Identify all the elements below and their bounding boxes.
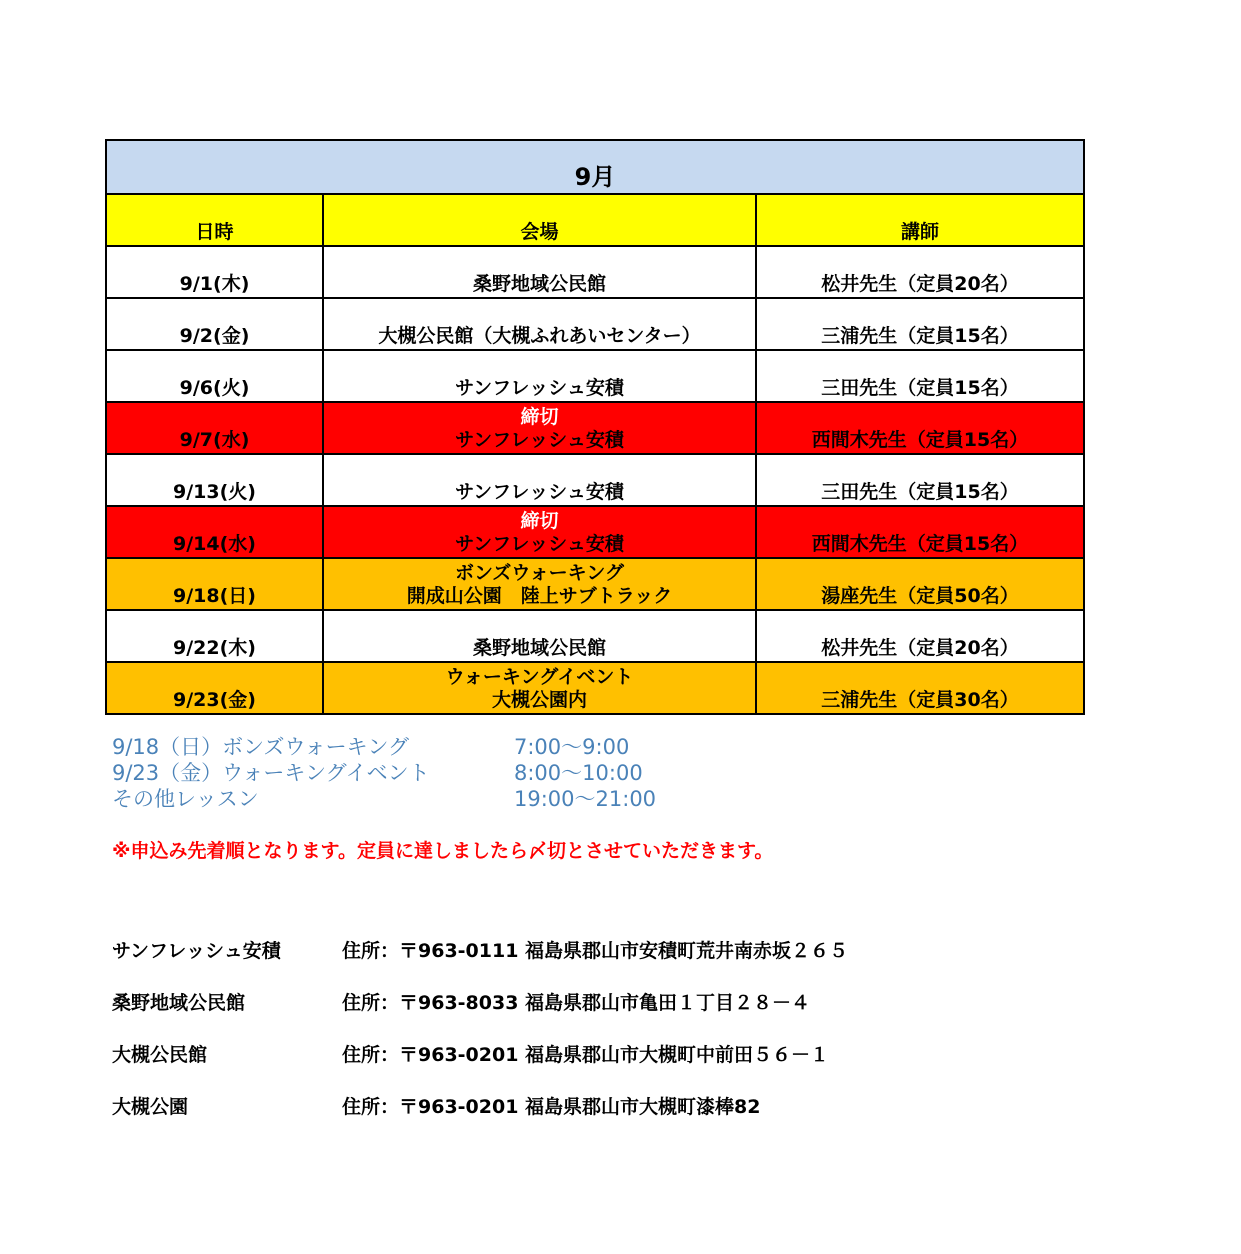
schedule-date: 9/1(木) — [106, 246, 323, 298]
address-text: 住所：〒963-0111 福島県郡山市安積町荒井南赤坂２６５ — [342, 940, 849, 962]
header-row — [106, 194, 1084, 246]
venue-line: サンフレッシュ安積 — [455, 429, 624, 451]
schedule-date: 9/6(火) — [106, 350, 323, 402]
schedule-instructor: 湯座先生（定員50名） — [756, 558, 1084, 610]
venue-line: ボンズウォーキング — [454, 562, 625, 584]
venue-line: サンフレッシュ安積 — [455, 377, 624, 399]
schedule-date: 9/14(水) — [106, 506, 323, 558]
address-venue-name: 桑野地域公民館 — [112, 992, 246, 1014]
time-value: 7:00～9:00 — [514, 735, 630, 759]
schedule-row — [106, 454, 1084, 506]
closed-note: 締切 — [520, 510, 559, 532]
time-value: 8:00～10:00 — [514, 761, 643, 785]
schedule-row — [106, 506, 1084, 558]
month-row — [106, 140, 1084, 194]
schedule-venue — [323, 610, 756, 662]
address-venue-name: サンフレッシュ安積 — [112, 940, 281, 962]
schedule-instructor: 三田先生（定員15名） — [756, 350, 1084, 402]
schedule-row — [106, 402, 1084, 454]
time-value: 19:00～21:00 — [514, 787, 657, 811]
schedule-date: 9/7(水) — [106, 402, 323, 454]
schedule-instructor: 松井先生（定員20名） — [756, 246, 1084, 298]
venue-line: 桑野地域公民館 — [472, 273, 606, 295]
header-venue: 会場 — [323, 194, 756, 246]
address-text: 住所：〒963-8033 福島県郡山市亀田１丁目２８－４ — [342, 992, 811, 1014]
schedule-row — [106, 298, 1084, 350]
schedule-venue — [323, 662, 756, 714]
schedule-table — [105, 139, 1085, 715]
venue-addresses — [112, 936, 848, 1144]
address-row — [112, 988, 848, 1040]
schedule-row — [106, 610, 1084, 662]
address-text: 住所：〒963-0201 福島県郡山市大槻町中前田５６－１ — [342, 1044, 830, 1066]
schedule-date: 9/23(金) — [106, 662, 323, 714]
venue-line: 桑野地域公民館 — [472, 637, 606, 659]
schedule-instructor: 西間木先生（定員15名） — [756, 506, 1084, 558]
time-label: 9/18（日）ボンズウォーキング — [112, 735, 410, 759]
header-instructor: 講師 — [756, 194, 1084, 246]
venue-line: 開成山公園 陸上サブトラック — [406, 585, 673, 607]
venue-line: 大槻公民館（大槻ふれあいセンター） — [378, 325, 701, 347]
schedule-venue — [323, 558, 756, 610]
venue-line: 大槻公園内 — [491, 689, 587, 711]
venue-line: サンフレッシュ安積 — [455, 533, 624, 555]
address-row — [112, 1092, 848, 1144]
header-date: 日時 — [106, 194, 323, 246]
time-row — [112, 760, 656, 786]
time-label: その他レッスン — [112, 787, 259, 811]
venue-line: ウォーキングイベント — [445, 666, 634, 688]
first-come-warning: ※申込み先着順となります。定員に達しましたら〆切とさせていただきます。 — [112, 840, 774, 862]
schedule-row — [106, 246, 1084, 298]
time-label: 9/23（金）ウォーキングイベント — [112, 761, 430, 785]
session-times — [112, 734, 656, 812]
address-text: 住所：〒963-0201 福島県郡山市大槻町漆棒82 — [342, 1096, 761, 1118]
schedule-row — [106, 350, 1084, 402]
schedule-row — [106, 662, 1084, 714]
schedule-date: 9/22(木) — [106, 610, 323, 662]
month-title: 9月 — [106, 140, 1084, 194]
schedule-venue — [323, 506, 756, 558]
closed-note: 締切 — [520, 406, 559, 428]
schedule-instructor: 三浦先生（定員15名） — [756, 298, 1084, 350]
schedule-date: 9/13(火) — [106, 454, 323, 506]
schedule-instructor: 松井先生（定員20名） — [756, 610, 1084, 662]
address-venue-name: 大槻公園 — [112, 1096, 189, 1118]
time-row — [112, 786, 656, 812]
schedule-instructor: 三浦先生（定員30名） — [756, 662, 1084, 714]
schedule-date: 9/18(日) — [106, 558, 323, 610]
schedule-venue — [323, 350, 756, 402]
schedule-venue — [323, 298, 756, 350]
schedule-venue — [323, 454, 756, 506]
schedule-venue — [323, 402, 756, 454]
schedule-instructor: 三田先生（定員15名） — [756, 454, 1084, 506]
venue-line: サンフレッシュ安積 — [455, 481, 624, 503]
schedule-venue — [323, 246, 756, 298]
schedule-date: 9/2(金) — [106, 298, 323, 350]
schedule-instructor: 西間木先生（定員15名） — [756, 402, 1084, 454]
time-row — [112, 734, 656, 760]
schedule-row — [106, 558, 1084, 610]
address-row — [112, 1040, 848, 1092]
address-venue-name: 大槻公民館 — [112, 1044, 208, 1066]
address-row — [112, 936, 848, 988]
